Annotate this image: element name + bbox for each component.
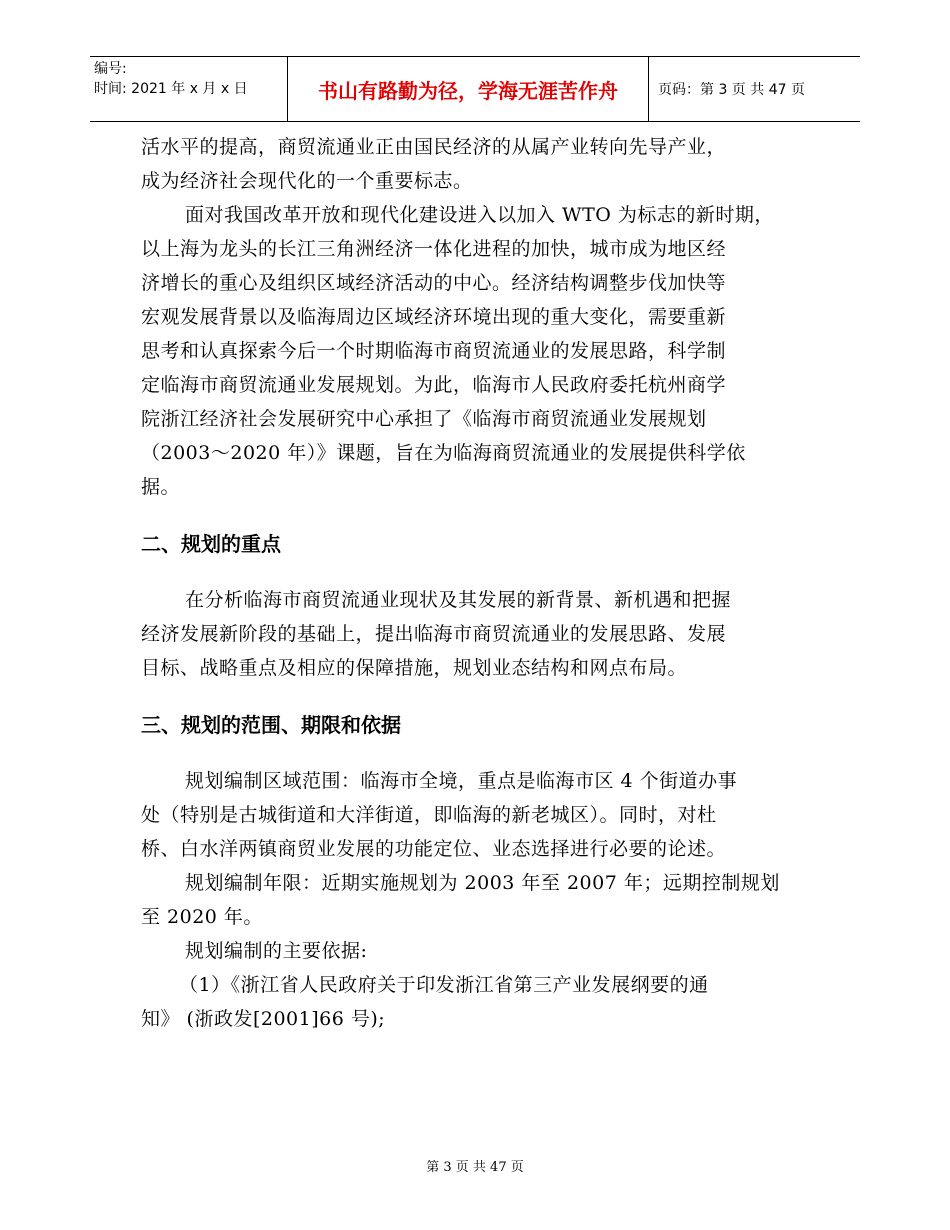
body-line: 规划编制的主要依据: — [185, 940, 368, 962]
body-line: 目标、战略重点及相应的保障措施，规划业态结构和网点布局。 — [141, 657, 688, 679]
header-motto: 书山有路勤为径，学海无涯苦作舟 — [287, 57, 649, 121]
body-line: 济增长的重心及组织区域经济活动的中心。经济结构调整步伐加快等 — [141, 272, 727, 294]
page-footer: 第 3 页 共 47 页 — [426, 1160, 524, 1175]
body-line: 成为经济社会现代化的一个重要标志。 — [141, 170, 473, 192]
body-line: 至 2020 年。 — [141, 906, 263, 928]
body-line: 院浙江经济社会发展研究中心承担了《临海市商贸流通业发展规划 — [141, 408, 707, 430]
document-number-label: 编号: — [94, 61, 127, 77]
header-meta — [94, 59, 284, 99]
body-line: 规划编制区域范围：临海市全境，重点是临海市区 4 个街道办事 — [185, 770, 738, 792]
page-header — [90, 56, 860, 122]
body-line: 经济发展新阶段的基础上，提出临海市商贸流通业的发展思路、发展 — [141, 623, 727, 645]
body-line: 知》 (浙政发[2001]66 号); — [141, 1008, 386, 1030]
body-line: 活水平的提高，商贸流通业正由国民经济的从属产业转向先导产业， — [141, 136, 727, 158]
body-line: 思考和认真探索今后一个时期临海市商贸流通业的发展思路，科学制 — [141, 340, 727, 362]
section-heading: 二、规划的重点 — [141, 532, 281, 556]
header-page-info: 页码：第 3 页 共 47 页 — [658, 82, 805, 98]
body-line: 在分析临海市商贸流通业现状及其发展的新背景、新机遇和把握 — [185, 589, 732, 611]
body-line: 规划编制年限：近期实施规划为 2003 年至 2007 年；远期控制规划 — [185, 872, 780, 894]
body-line: 定临海市商贸流通业发展规划。为此，临海市人民政府委托杭州商学 — [141, 374, 727, 396]
body-line: （1）《浙江省人民政府关于印发浙江省第三产业发展纲要的通 — [179, 974, 709, 996]
body-line: （2003～2020 年）》课题，旨在为临海商贸流通业的发展提供科学依 — [141, 442, 746, 464]
body-line: 面对我国改革开放和现代化建设进入以加入 WTO 为标志的新时期， — [185, 204, 774, 226]
body-line: 据。 — [141, 476, 181, 498]
document-body — [141, 130, 821, 1036]
body-line: 宏观发展背景以及临海周边区域经济环境出现的重大变化，需要重新 — [141, 306, 727, 328]
body-line: 以上海为龙头的长江三角洲经济一体化进程的加快，城市成为地区经 — [141, 238, 727, 260]
document-time-label: 时间: 2021 年 x 月 x 日 — [94, 81, 248, 97]
section-heading: 三、规划的范围、期限和依据 — [141, 713, 401, 737]
body-line: 处（特别是古城街道和大洋街道，即临海的新老城区）。同时，对杜 — [141, 804, 717, 826]
body-line: 桥、白水洋两镇商贸业发展的功能定位、业态选择进行必要的论述。 — [141, 838, 727, 860]
